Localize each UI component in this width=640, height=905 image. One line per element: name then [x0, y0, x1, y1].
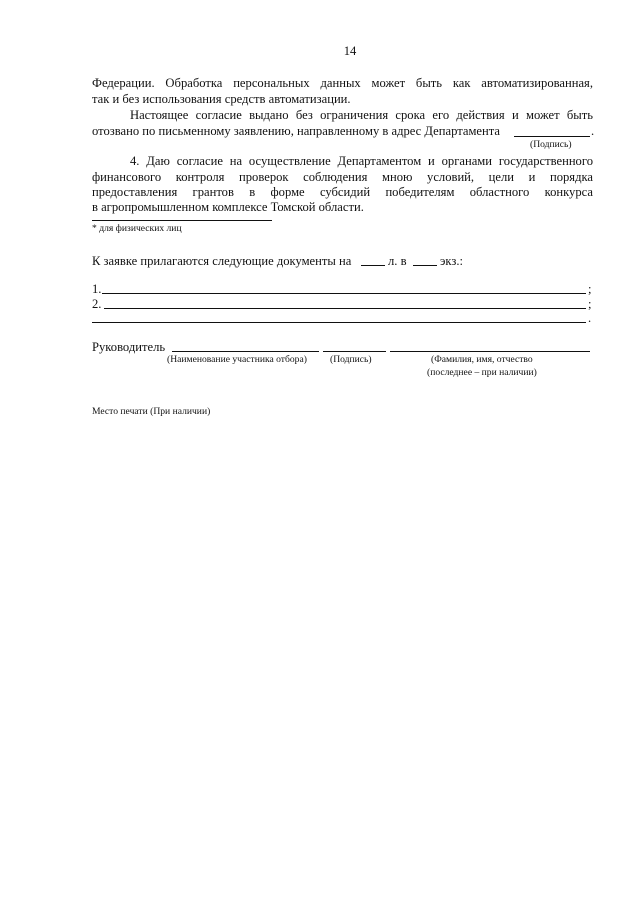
page-number: 14 [343, 44, 357, 58]
paragraph-3-line-3: предоставления грантов в форме субсидий победителям областного конкурса [92, 185, 593, 199]
paragraph-2-line-2: отозвано по письменному заявлению, направленному в адрес Департамента [92, 124, 501, 138]
paragraph-1-line-1: Федерации. Обработка персональных данных может быть как автоматизированная, [92, 76, 593, 90]
attachment-item-1-line [102, 293, 586, 294]
paragraph-2-end: . [591, 124, 595, 138]
org-name-line [172, 351, 319, 352]
caption-name-1: (Фамилия, имя, отчество [431, 354, 533, 365]
paragraph-2-line-1: Настоящее согласие выдано без ограничения срока его действия и может быть [130, 108, 593, 122]
caption-org: (Наименование участника отбора) [167, 354, 307, 365]
caption-name-2: (последнее – при наличии) [427, 367, 537, 378]
copies-count-line [413, 265, 437, 266]
department-signature-line [514, 136, 590, 137]
paragraph-3-line-2: финансового контроля проверок соблюдения мною условий, цели и порядка [92, 170, 593, 184]
attachment-item-2-line [104, 308, 586, 309]
paragraph-3-line-4: в агропромышленном комплексе Томской области. [92, 200, 364, 214]
caption-sign: (Подпись) [330, 354, 372, 365]
pages-count-line [361, 265, 385, 266]
attachment-item-2-number: 2. [92, 297, 102, 311]
signature-line [323, 351, 386, 352]
footnote-separator [92, 220, 272, 221]
attachments-unit-copies: экз.: [440, 254, 463, 268]
attachments-unit-pages: л. в [388, 254, 407, 268]
paragraph-1-line-2: так и без использования средств автоматизации. [92, 92, 351, 106]
attachment-item-1-number: 1. [92, 282, 102, 296]
attachments-intro: К заявке прилагаются следующие документы на [92, 254, 352, 268]
paragraph-3-line-1: 4. Даю согласие на осуществление Департаментом и органами государственного [130, 154, 593, 168]
signature-caption: (Подпись) [530, 139, 572, 150]
signature-label: Руководитель [92, 340, 166, 354]
attachment-item-1-end: ; [588, 282, 592, 296]
attachment-item-3-end: . [588, 311, 592, 325]
footnote: * для физических лиц [92, 223, 182, 234]
attachment-item-2-end: ; [588, 297, 592, 311]
stamp-place: Место печати (При наличии) [92, 406, 211, 417]
full-name-line [390, 351, 590, 352]
attachment-item-3-line [92, 322, 586, 323]
